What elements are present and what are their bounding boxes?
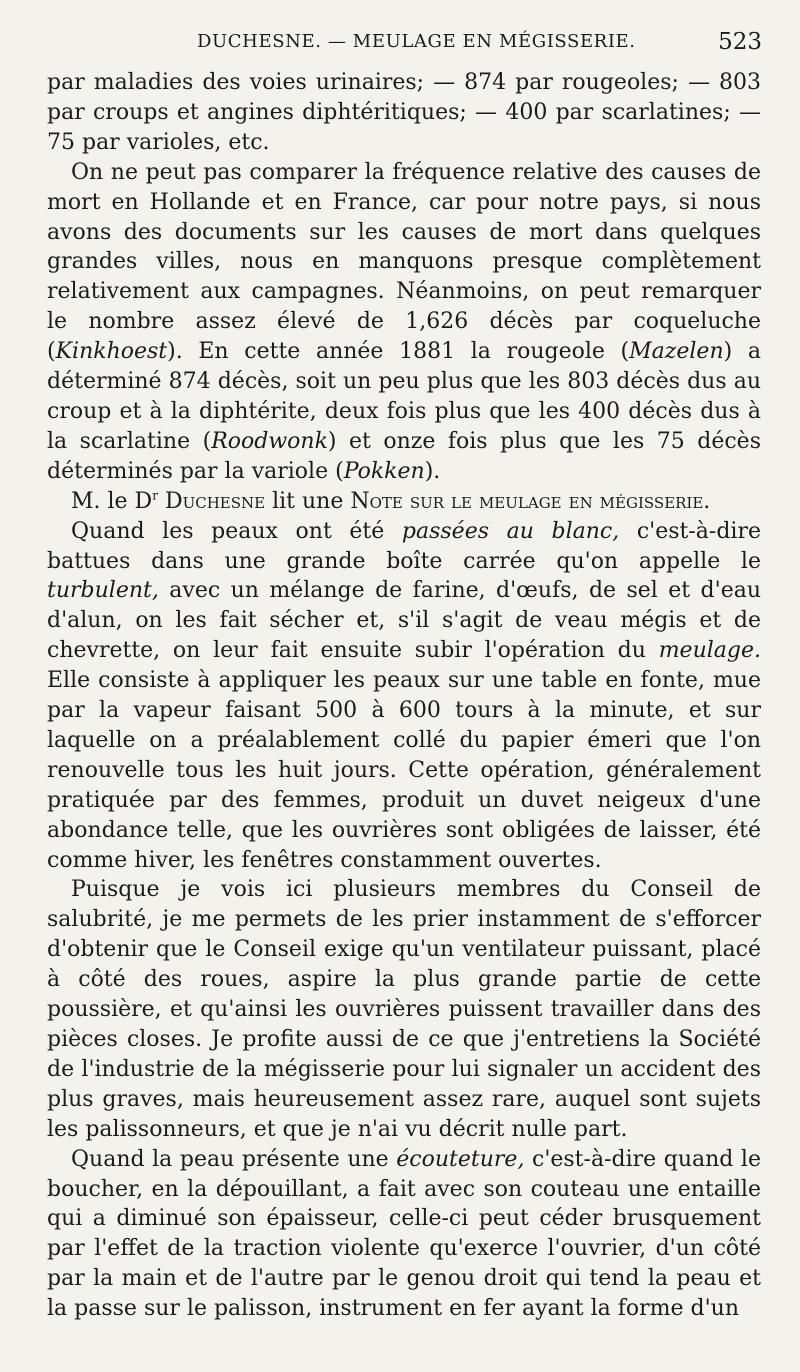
paragraph-text: ). — [424, 458, 441, 484]
technical-term: turbulent, — [47, 578, 159, 604]
paragraph-text: On ne peut pas comparer la fréquence relative des causes de mort en Hollande et en France, car pour notre pays, si nous avons des documents sur les causes de mort dans quelques grandes villes, nous en manquons presque complètement relativement aux campagnes. Néanmoins, on peut remarquer le nombre assez élevé de 1,626 décès par coqueluche ( — [47, 159, 761, 365]
note-title: Note sur le meulage en mégisserie. — [350, 488, 711, 514]
paragraph-meulage — [47, 517, 761, 876]
technical-term: passées au blanc, — [401, 518, 620, 544]
body-text — [47, 68, 761, 1324]
dutch-term: Roodwonk — [211, 428, 328, 454]
dutch-term: Pokken — [343, 458, 425, 484]
paragraph-text: avec un mélange de farine, d'œufs, de sel et d'eau d'alun, on les fait sécher et, s'il s'agit de veau mégis et de chevrette, on leur fait ensuite subir l'opération du — [47, 578, 761, 664]
paragraph-text: c'est-à-dire quand le boucher, en la dépouillant, a fait avec son couteau une entaille qui a diminué son épaisseur, celle-ci peut céder brusquement par l'effet de la traction violente qu'exerce l'ouvrier, d'un côté par la main et de l'autre par le genou droit qui tend la peau et la passe sur le palisson, instrument en fer ayant la forme d'un — [47, 1146, 761, 1322]
paragraph-text: ). En cette année 1881 la rougeole ( — [167, 339, 630, 365]
paragraph-text: par maladies des voies urinaires; — 874 par rougeoles; — 803 par croups et angines diphtéritiques; — 400 par scarlatines; — 75 par varioles, etc. — [47, 70, 761, 155]
technical-term: meulage. — [658, 638, 761, 664]
paragraph-mortality-list — [47, 68, 761, 158]
paragraph-comparison — [47, 158, 761, 487]
speaker-title-sup: r — [152, 488, 158, 503]
page-number: 523 — [718, 29, 762, 55]
paragraph-conseil — [47, 875, 761, 1144]
paragraph-text: lit une — [265, 488, 351, 514]
speaker-title: M. le D — [71, 488, 153, 514]
paragraph-text: ) a déterminé 874 décès, soit un peu plus que les 803 décès dus au croup et à la diphtérite, deux fois plus que les 400 décès dus à la scarlatine ( — [47, 339, 761, 454]
paragraph-text: Puisque je vois ici plusieurs membres du Conseil de salubrité, je me permets de les prier instamment de s'efforcer d'obtenir que le Conseil exige qu'un ventilateur puissant, placé à côté des roues, aspire la plus grande partie de cette poussière, et qu'ainsi les ouvrières puissent travailler dans des pièces closes. Je profite aussi de ce que j'entretiens la Société de l'industrie de la mégisserie pour lui signaler un accident des plus graves, mais heureusement assez rare, auquel sont sujets les palissonneurs, et que je n'ai vu décrit nulle part. — [47, 877, 761, 1142]
dutch-term: Mazelen — [629, 339, 724, 365]
running-head — [47, 31, 762, 61]
paragraph-text: c'est-à-dire battues dans une grande boîte carrée qu'on appelle le — [47, 518, 761, 574]
paragraph-note-intro — [47, 487, 761, 517]
paragraph-text: Quand les peaux ont été — [71, 518, 402, 544]
running-title: DUCHESNE. — MEULAGE EN MÉGISSERIE. — [197, 31, 636, 52]
paragraph-text: Quand la peau présente une — [71, 1146, 397, 1172]
technical-term: écouteture, — [396, 1146, 525, 1172]
paragraph-text: ) et onze fois plus que les 75 décès déterminés par la variole ( — [47, 428, 761, 484]
paragraph-text: Elle consiste à appliquer les peaux sur une table en fonte, mue par la vapeur faisant 500 à 600 tours à la minute, et sur laquelle on a préalablement collé du papier émeri que l'on renouvelle tous les huit jours. Cette opération, généralement pratiquée par des femmes, produit un duvet neigeux d'une abondance telle, que les ouvrières sont obligées de laisser, été comme hiver, les fenêtres constamment ouvertes. — [47, 668, 761, 873]
dutch-term: Kinkhoest — [55, 339, 168, 365]
speaker-name: Duchesne — [157, 488, 266, 514]
paragraph-ecouteture — [47, 1145, 761, 1324]
